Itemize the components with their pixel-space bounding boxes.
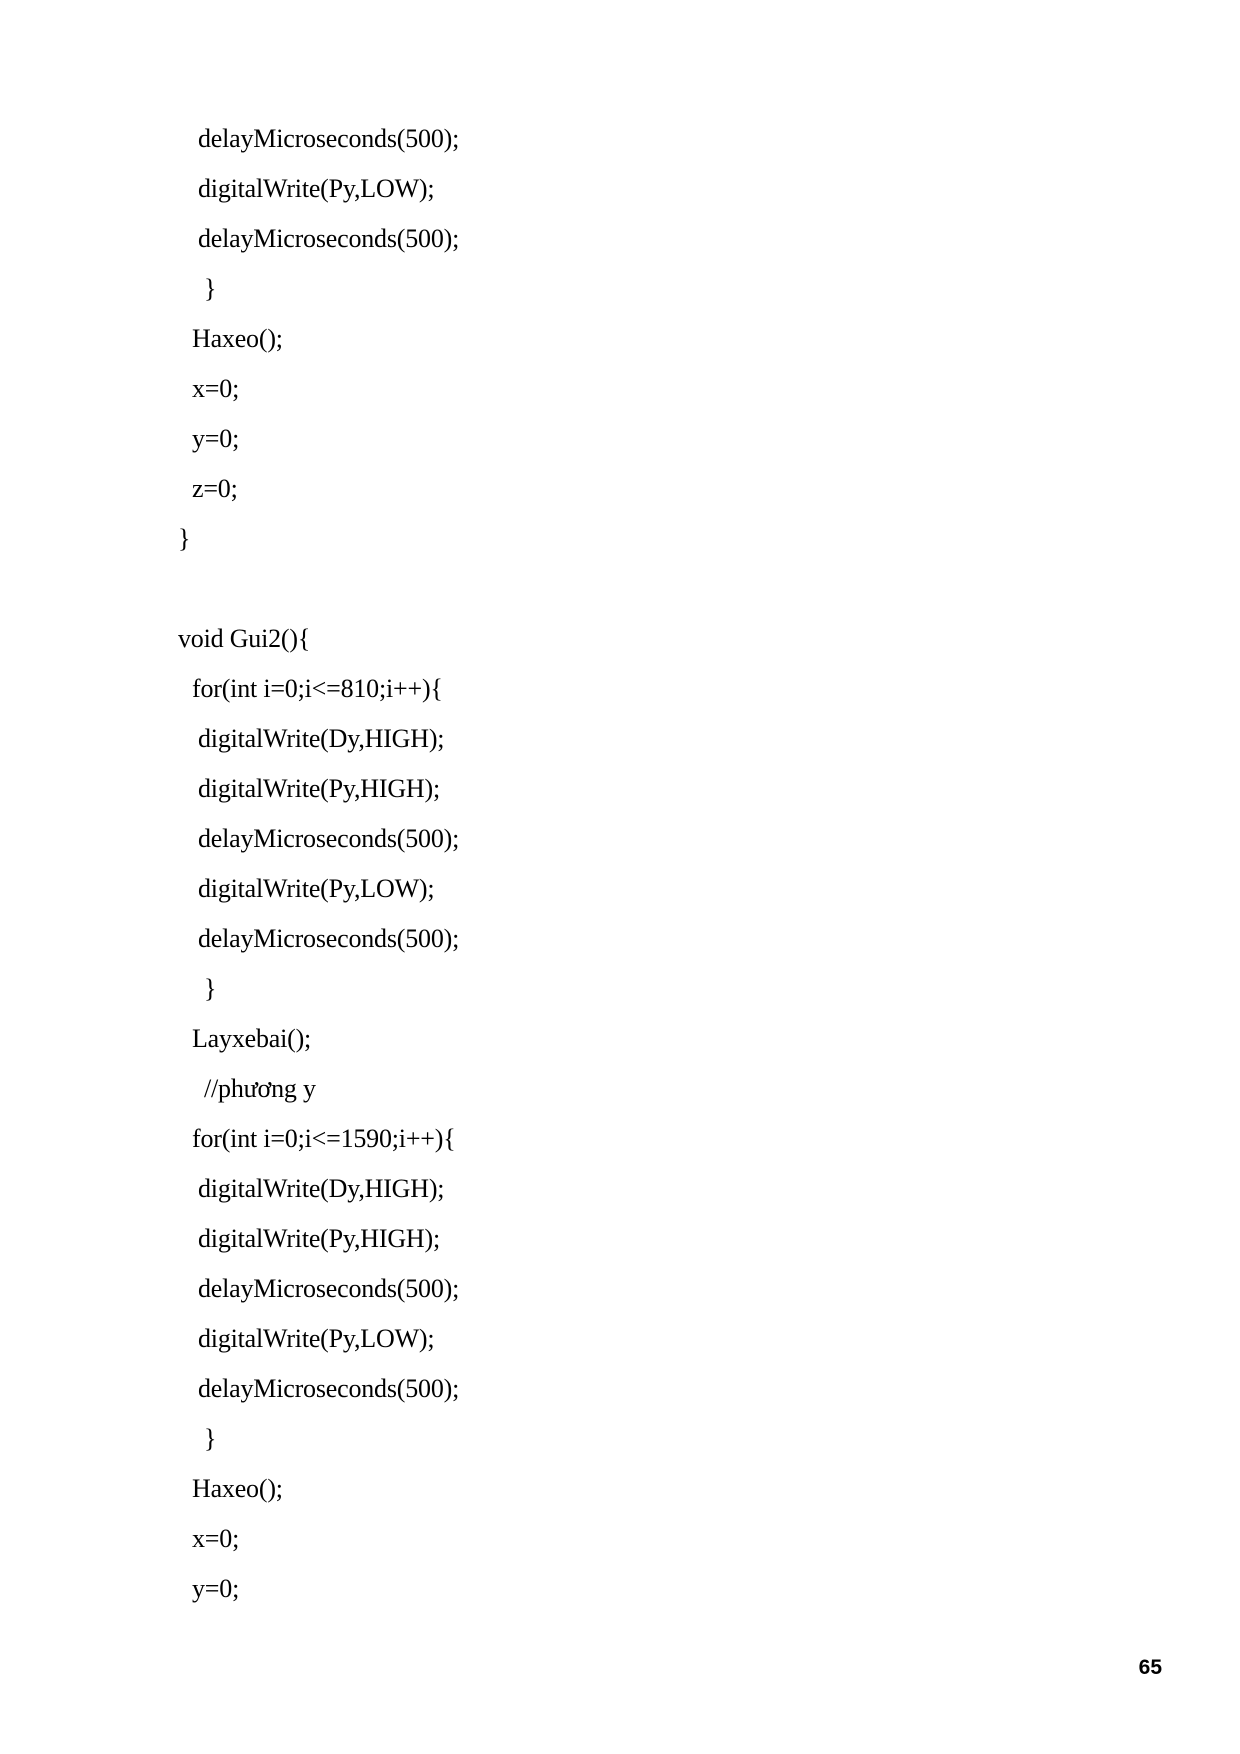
code-line: digitalWrite(Py,LOW);	[198, 1324, 435, 1353]
code-line: digitalWrite(Dy,HIGH);	[198, 1174, 445, 1203]
code-line: Haxeo();	[192, 324, 283, 353]
code-line: delayMicroseconds(500);	[198, 1374, 460, 1403]
code-line: delayMicroseconds(500);	[198, 1274, 460, 1303]
code-line: digitalWrite(Py,LOW);	[198, 874, 435, 903]
code-line: digitalWrite(Py,HIGH);	[198, 774, 440, 803]
code-line: }	[178, 524, 191, 553]
code-line: x=0;	[192, 1524, 240, 1553]
code-line: delayMicroseconds(500);	[198, 124, 460, 153]
code-line: x=0;	[192, 374, 240, 403]
code-line: delayMicroseconds(500);	[198, 824, 460, 853]
code-line: digitalWrite(Py,HIGH);	[198, 1224, 440, 1253]
code-line: //phương y	[204, 1074, 316, 1103]
code-line: Layxebai();	[192, 1024, 312, 1053]
code-line: y=0;	[192, 424, 240, 453]
code-line: z=0;	[192, 474, 238, 503]
code-line: y=0;	[192, 1574, 240, 1603]
code-line: for(int i=0;i<=1590;i++){	[192, 1124, 456, 1153]
code-line: void Gui2(){	[178, 624, 311, 653]
code-line: }	[204, 974, 217, 1003]
code-listing	[178, 114, 1078, 1614]
code-line: }	[204, 1424, 217, 1453]
code-line: Haxeo();	[192, 1474, 283, 1503]
code-line: for(int i=0;i<=810;i++){	[192, 674, 443, 703]
blank-line	[178, 564, 1078, 614]
code-line: digitalWrite(Dy,HIGH);	[198, 724, 445, 753]
code-line: }	[204, 274, 217, 303]
code-line: digitalWrite(Py,LOW);	[198, 174, 435, 203]
page-number: 65	[1138, 1656, 1162, 1679]
code-line: delayMicroseconds(500);	[198, 924, 460, 953]
code-line: delayMicroseconds(500);	[198, 224, 460, 253]
